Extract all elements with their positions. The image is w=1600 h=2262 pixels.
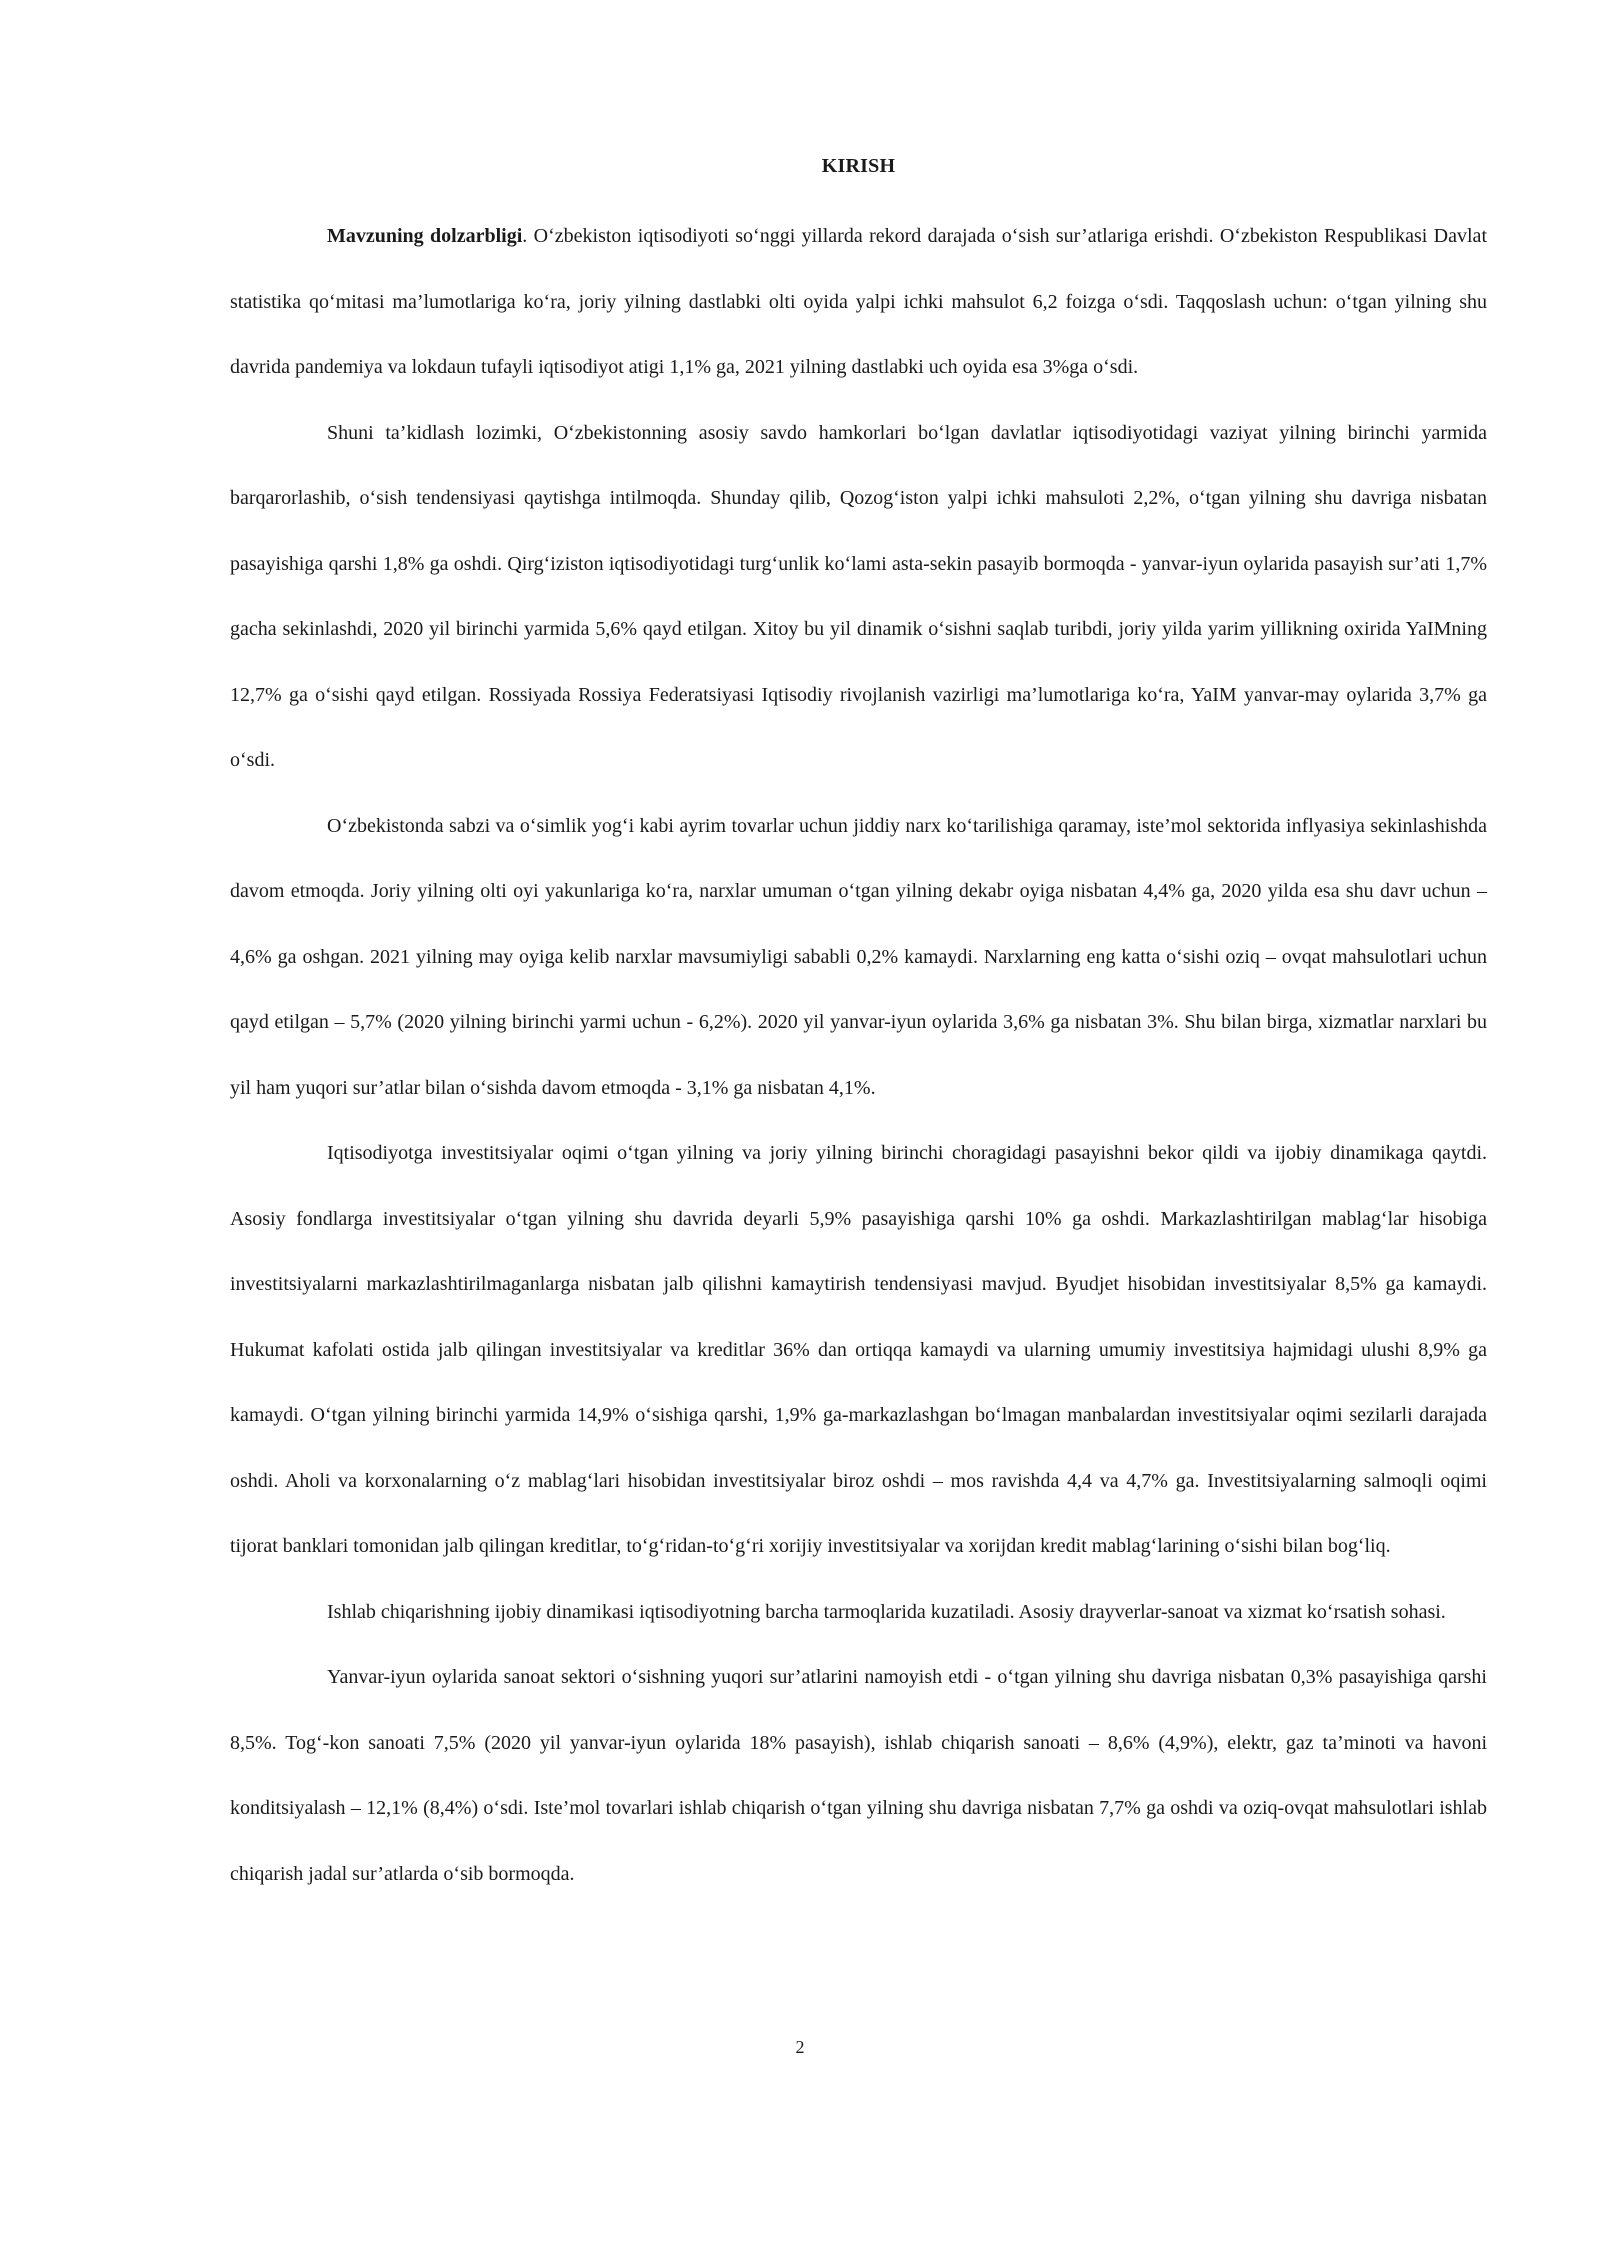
paragraph-production (230, 1580, 1487, 1646)
paragraph-text: Iqtisodiyotga investitsiyalar oqimi o‘tgan yilning va joriy yilning birinchi choragidagi pasayishni bekor qildi va ijobiy dinamikaga qaytdi. Asosiy fondlarga investitsiyalar o‘tgan yilning shu davrida deyarli 5,9% pasayishiga qarshi 10% ga oshdi. Markazlashtirilgan mablag‘lar hisobiga investitsiyalarni markazlashtirilmaganlarga nisbatan jalb qilishni kamaytirish tendensiyasi mavjud. Byudjet hisobidan investitsiyalar 8,5% ga kamaydi. Hukumat kafolati ostida jalb qilingan investitsiyalar va kreditlar 36% dan ortiqqa kamaydi va ularning umumiy investitsiya hajmidagi ulushi 8,9% ga kamaydi. O‘tgan yilning birinchi yarmida 14,9% o‘sishiga qarshi, 1,9% ga-markazlashgan bo‘lmagan manbalardan investitsiyalar oqimi sezilarli darajada oshdi. Aholi va korxonalarning o‘z mablag‘lari hisobidan investitsiyalar biroz oshdi – mos ravishda 4,4 va 4,7% ga. Investitsiyalarning salmoqli oqimi tijorat banklari tomonidan jalb qilingan kreditlar, to‘g‘ridan-to‘g‘ri xorijiy investitsiyalar va xorijdan kredit mablag‘larining o‘sishi bilan bog‘liq. (230, 1142, 1487, 1557)
paragraph-relevance (230, 204, 1487, 401)
paragraph-text: . O‘zbekiston iqtisodiyoti so‘nggi yillarda rekord darajada o‘sish sur’atlariga erishdi. O‘zbekiston Respublikasi Davlat statistika qo‘mitasi ma’lumotlariga ko‘ra, joriy yilning dastlabki olti oyida yalpi ichki mahsulot 6,2 foizga o‘sdi. Taqqoslash uchun: o‘tgan yilning shu davrida pandemiya va lokdaun tufayli iqtisodiyot atigi 1,1% ga, 2021 yilning dastlabki uch oyida esa 3%ga o‘sdi. (230, 225, 1487, 378)
paragraph-text: Ishlab chiqarishning ijobiy dinamikasi iqtisodiyotning barcha tarmoqlarida kuzatiladi. Asosiy drayverlar-sanoat va xizmat ko‘rsatish sohasi. (327, 1600, 1446, 1623)
paragraph-lead: Mavzuning dolzarbligi (327, 225, 523, 247)
paragraph-industry (230, 1645, 1487, 1907)
page-title: KIRISH (821, 155, 896, 177)
page-number: 2 (795, 2037, 805, 2057)
paragraph-text: O‘zbekistonda sabzi va o‘simlik yog‘i kabi ayrim tovarlar uchun jiddiy narx ko‘tarilishiga qaramay, iste’mol sektorida inflyasiya sekinlashishda davom etmoqda. Joriy yilning olti oyi yakunlariga ko‘ra, narxlar umuman o‘tgan yilning dekabr oyiga nisbatan 4,4% ga, 2020 yilda esa shu davr uchun – 4,6% ga oshgan. 2021 yilning may oyiga kelib narxlar mavsumiyligi sababli 0,2% kamaydi. Narxlarning eng katta o‘sishi oziq – ovqat mahsulotlari uchun qayd etilgan – 5,7% (2020 yilning birinchi yarmi uchun - 6,2%). 2020 yil yanvar-iyun oylarida 3,6% ga nisbatan 3%. Shu bilan birga, xizmatlar narxlari bu yil ham yuqori sur’atlar bilan o‘sishda davom etmoqda - 3,1% ga nisbatan 4,1%. (230, 814, 1487, 1099)
paragraph-trade-partners (230, 401, 1487, 794)
paragraph-investments (230, 1121, 1487, 1580)
page-content (230, 148, 1487, 1907)
paragraph-text: Shuni ta’kidlash lozimki, O‘zbekistonning asosiy savdo hamkorlari bo‘lgan davlatlar iqtisodiyotidagi vaziyat yilning birinchi yarmida barqarorlashib, o‘sish tendensiyasi qaytishga intilmoqda. Shunday qilib, Qozog‘iston yalpi ichki mahsuloti 2,2%, o‘tgan yilning shu davriga nisbatan pasayishiga qarshi 1,8% ga oshdi. Qirg‘iziston iqtisodiyotidagi turg‘unlik ko‘lami asta-sekin pasayib bormoqda - yanvar-iyun oylarida pasayish sur’ati 1,7% gacha sekinlashdi, 2020 yil birinchi yarmida 5,6% qayd etilgan. Xitoy bu yil dinamik o‘sishni saqlab turibdi, joriy yilda yarim yillikning oxirida YaIMning 12,7% ga o‘sishi qayd etilgan. Rossiyada Rossiya Federatsiyasi Iqtisodiy rivojlanish vazirligi ma’lumotlariga ko‘ra, YaIM yanvar-may oylarida 3,7% ga o‘sdi. (230, 421, 1487, 771)
paragraph-text: Yanvar-iyun oylarida sanoat sektori o‘sishning yuqori sur’atlarini namoyish etdi - o‘tgan yilning shu davriga nisbatan 0,3% pasayishiga qarshi 8,5%. Tog‘-kon sanoati 7,5% (2020 yil yanvar-iyun oylarida 18% pasayish), ishlab chiqarish sanoati – 8,6% (4,9%), elektr, gaz ta’minoti va havoni konditsiyalash – 12,1% (8,4%) o‘sdi. Iste’mol tovarlari ishlab chiqarish o‘tgan yilning shu davriga nisbatan 7,7% ga oshdi va oziq-ovqat mahsulotlari ishlab chiqarish jadal sur’atlarda o‘sib bormoqda. (230, 1666, 1487, 1885)
paragraph-inflation (230, 794, 1487, 1122)
